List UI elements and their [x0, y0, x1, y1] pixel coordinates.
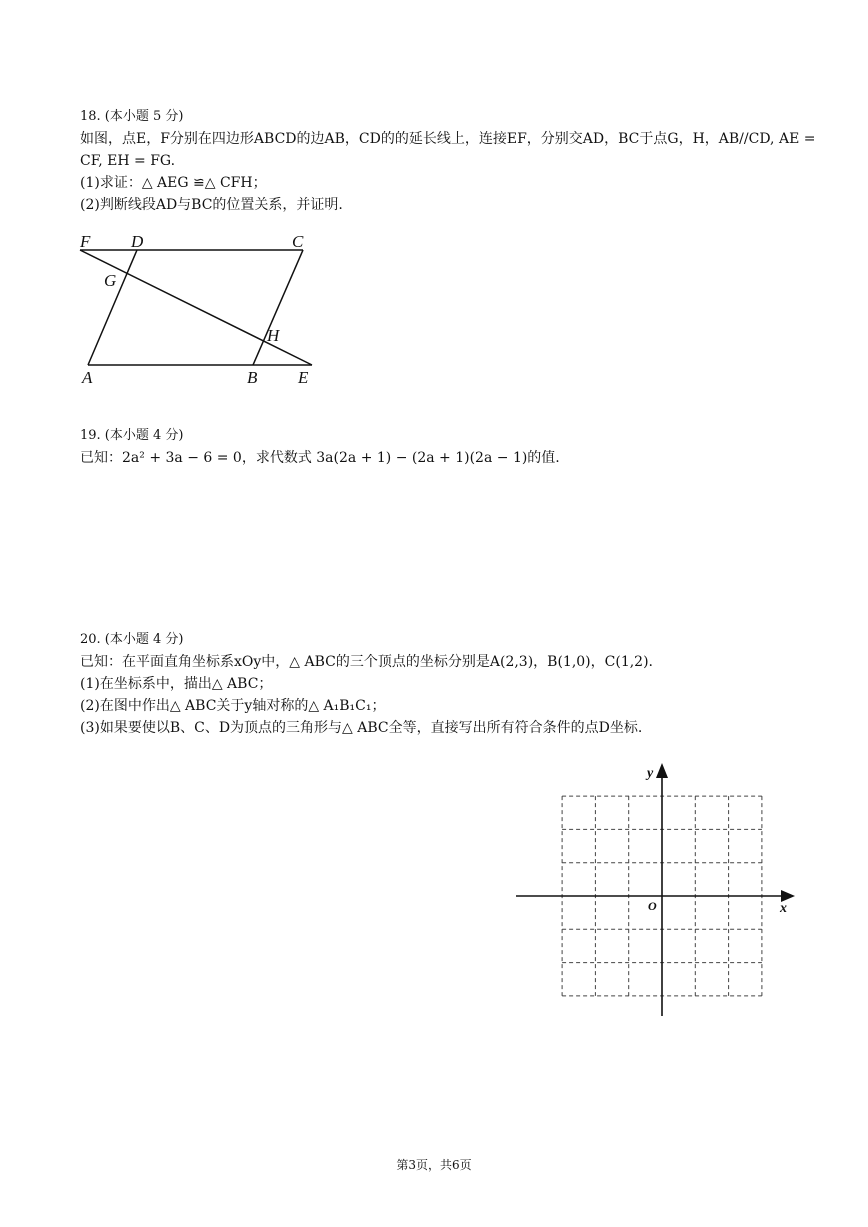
- q19-stem: 已知：2a² + 3a − 6 = 0，求代数式 3a(2a + 1) − (2a + 1)(2a − 1)的值.: [80, 450, 560, 466]
- q18-part1: (1)求证：△ AEG ≌△ CFH；: [80, 175, 267, 191]
- y-axis-arrow-icon: [656, 763, 668, 778]
- label-h: H: [267, 326, 280, 345]
- page-footer: 第3页，共6页: [396, 1158, 472, 1172]
- label-a: A: [82, 368, 93, 387]
- label-c: C: [292, 232, 304, 251]
- q19-header: 19. (本小题 4 分): [80, 428, 184, 443]
- q20-part1: (1)在坐标系中，描出△ ABC；: [80, 676, 273, 692]
- q18-part2: (2)判断线段AD与BC的位置关系，并证明.: [80, 197, 343, 213]
- y-axis-label: y: [647, 766, 654, 781]
- label-g: G: [104, 271, 117, 290]
- label-e: E: [298, 368, 309, 387]
- q20-stem: 已知：在平面直角坐标系xOy中，△ ABC的三个顶点的坐标分别是A(2,3)，B(1,0)，C(1,2).: [80, 654, 653, 670]
- x-axis-label: x: [780, 901, 787, 916]
- label-b: B: [247, 368, 258, 387]
- label-f: F: [80, 232, 91, 251]
- q20-header: 20. (本小题 4 分): [80, 632, 184, 647]
- q20-part2: (2)在图中作出△ ABC关于y轴对称的△ A₁B₁C₁；: [80, 698, 386, 714]
- q18-stem-line2: CF, EH = FG.: [80, 153, 176, 169]
- q18-header: 18. (本小题 5 分): [80, 109, 184, 124]
- label-d: D: [131, 232, 144, 251]
- q20-part3: (3)如果要使以B、C、D为顶点的三角形与△ ABC全等，直接写出所有符合条件的点D坐标.: [80, 720, 643, 736]
- origin-label: O: [648, 899, 657, 913]
- q18-stem-line1: 如图，点E，F分别在四边形ABCD的边AB，CD的的延长线上，连接EF，分别交AD，BC于点G，H，AB//CD, AE =: [80, 131, 816, 147]
